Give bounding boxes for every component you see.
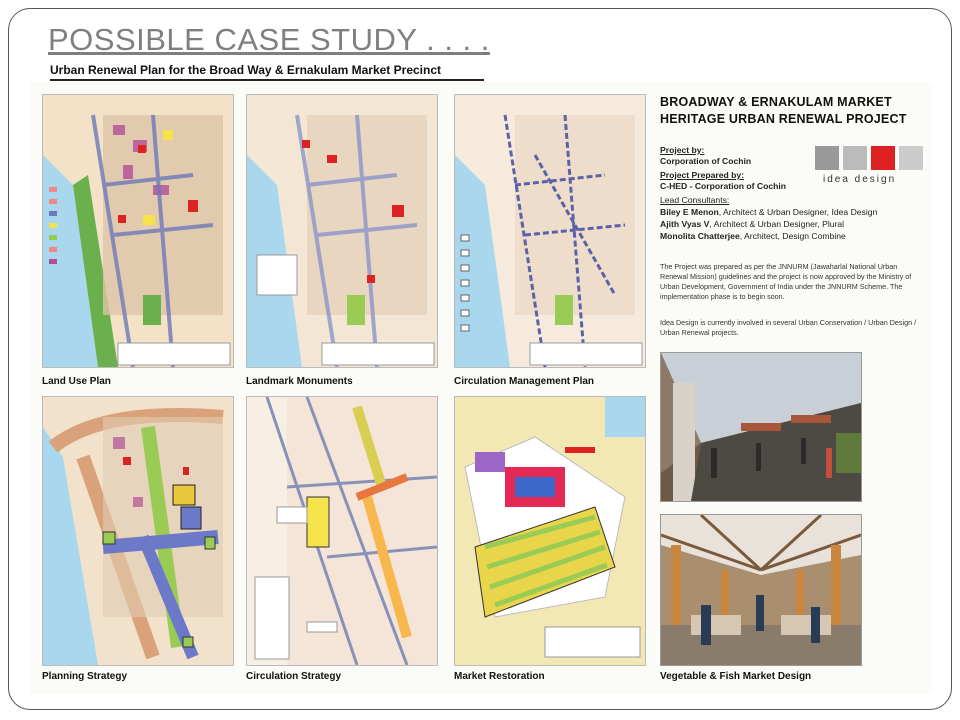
caption-market-restoration: Market Restoration — [454, 671, 545, 682]
project-title — [660, 94, 907, 128]
circulation-management-map — [454, 94, 646, 368]
consultant-2: Ajith Vyas V, Architect & Urban Designer, Plural — [660, 219, 845, 229]
prepared-by: C-HED - Corporation of Cochin — [660, 181, 787, 191]
logo-text: idea design — [823, 174, 897, 185]
fish-market-photo — [660, 514, 862, 666]
consultant-3: Monolita Chatterjee, Architect, Design Combine — [660, 231, 846, 241]
idea-design-logo — [815, 146, 927, 188]
caption-circulation-management: Circulation Management Plan — [454, 376, 595, 387]
caption-market-design: Vegetable & Fish Market Design — [660, 671, 812, 682]
project-title-line1: BROADWAY & ERNAKULAM MARKET — [660, 95, 892, 109]
subtitle-underline — [50, 79, 484, 81]
caption-land-use: Land Use Plan — [42, 376, 111, 387]
logo-square-2 — [843, 146, 867, 170]
land-use-map — [42, 94, 234, 368]
market-interior-photo — [660, 352, 862, 502]
logo-square-1 — [815, 146, 839, 170]
market-restoration-map — [454, 396, 646, 666]
consultants-label: Lead Consultants: — [660, 195, 730, 205]
caption-landmark-monuments: Landmark Monuments — [246, 376, 353, 387]
planning-strategy-map — [42, 396, 234, 666]
project-title-line2: HERITAGE URBAN RENEWAL PROJECT — [660, 112, 907, 126]
slide-title: POSSIBLE CASE STUDY . . . . — [48, 22, 490, 57]
logo-square-4 — [899, 146, 923, 170]
consultant-1: Biley E Menon, Architect & Urban Designer, Idea Design — [660, 207, 878, 217]
project-paragraph-2: Idea Design is currently involved in several Urban Conservation / Urban Design / Urban Renewal projects. — [660, 318, 917, 337]
project-paragraph-1: The Project was prepared as per the JNNURM (Jawaharlal National Urban Renewal Mission) guidelines and the project is now approved by the Ministry of Urban Development, Government of India under the JNNURM Scheme. The implementation phase is to begin soon. — [660, 262, 912, 301]
logo-square-3 — [871, 146, 895, 170]
caption-planning-strategy: Planning Strategy — [42, 671, 128, 682]
circulation-strategy-map — [246, 396, 438, 666]
landmark-monuments-map — [246, 94, 438, 368]
caption-circulation-strategy: Circulation Strategy — [246, 671, 342, 682]
project-by-label: Project by: — [660, 145, 705, 155]
slide-subtitle: Urban Renewal Plan for the Broad Way & Ernakulam Market Precinct — [50, 63, 441, 77]
prepared-by-label: Project Prepared by: — [660, 170, 745, 180]
project-by: Corporation of Cochin — [660, 156, 752, 166]
